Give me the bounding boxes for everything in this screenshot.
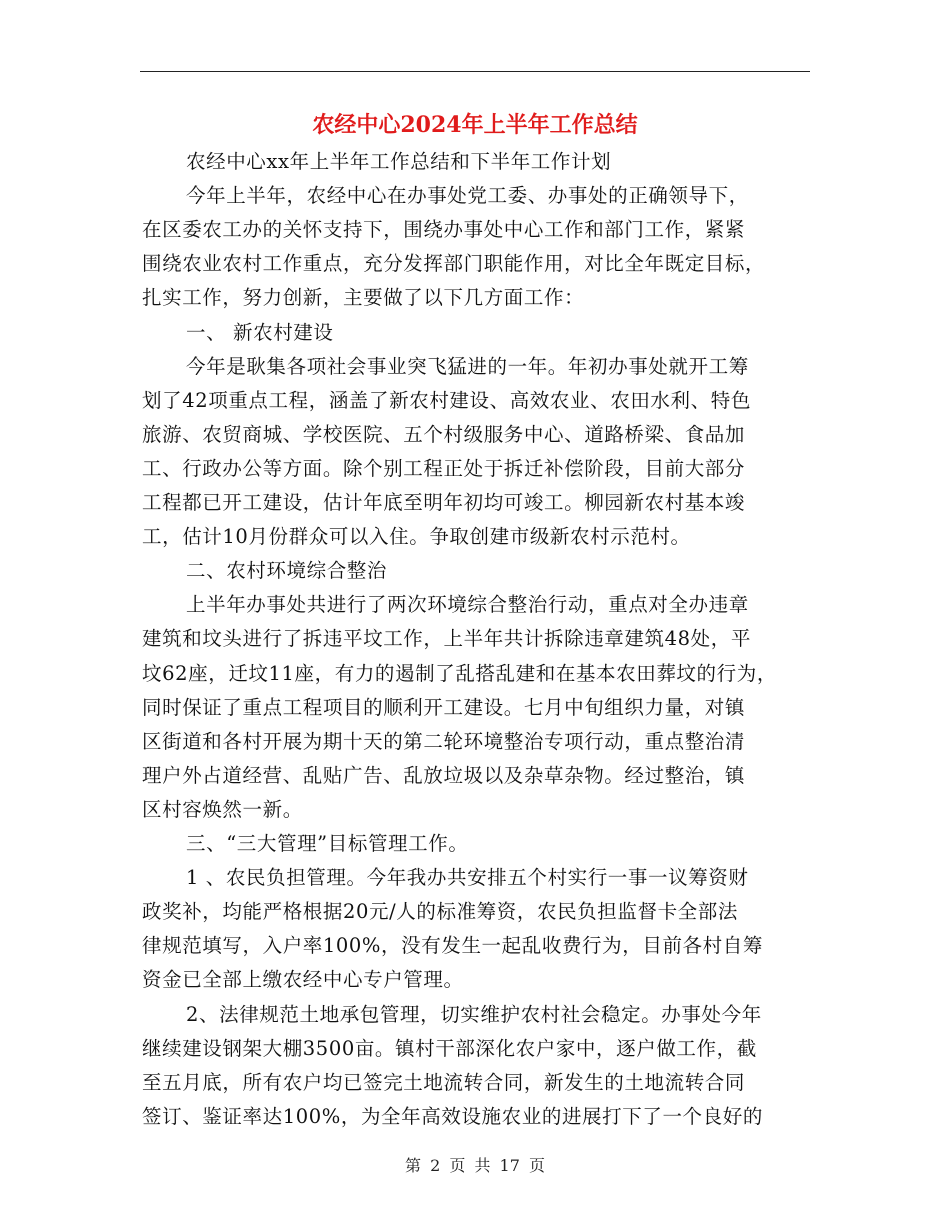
header-rule [140, 71, 810, 72]
body-line: 签订、鉴证率达100%，为全年高效设施农业的进展打下了一个良好的 [142, 1104, 763, 1128]
body-line: 划了42项重点工程，涵盖了新农村建设、高效农业、农田水利、特色 [142, 388, 751, 412]
body-line: 工，估计10月份群众可以入住。争取创建市级新农村示范村。 [142, 525, 691, 549]
body-line: 二、农村环境综合整治 [186, 559, 388, 583]
body-line: 1 、农民负担管理。今年我办共安排五个村实行一事一议筹资财 [186, 866, 749, 890]
body-line: 工、行政办公等方面。除个别工程正处于拆迁补偿阶段，目前大部分 [142, 456, 746, 480]
body-line: 上半年办事处共进行了两次环境综合整治行动，重点对全办违章 [186, 593, 749, 617]
body-line: 今年是耿集各项社会事业突飞猛进的一年。年初办事处就开工筹 [186, 354, 749, 378]
body-line: 同时保证了重点工程项目的顺利开工建设。七月中旬组织力量，对镇 [142, 695, 746, 719]
body-line: 坟62座，迁坟11座，有力的遏制了乱搭乱建和在基本农田葬坟的行为， [142, 661, 777, 685]
body-line: 资金已全部上缴农经中心专户管理。 [142, 968, 464, 992]
page-footer: 第 2 页 共 17 页 [405, 1156, 545, 1175]
body-line: 继续建设钢架大棚3500亩。镇村干部深化农户家中，逐户做工作，截 [142, 1036, 757, 1060]
body-line: 2、法律规范土地承包管理，切实维护农村社会稳定。办事处今年 [186, 1002, 762, 1026]
body-line: 扎实工作，努力创新，主要做了以下几方面工作： [142, 286, 585, 310]
body-line: 农经中心xx年上半年工作总结和下半年工作计划 [186, 150, 612, 173]
body-line: 旅游、农贸商城、学校医院、五个村级服务中心、道路桥梁、食品加 [142, 422, 746, 446]
body-line: 区街道和各村开展为期十天的第二轮环境整治专项行动，重点整治清 [142, 729, 746, 753]
body-line: 政奖补，均能严格根据20元/人的标准筹资，农民负担监督卡全部法 [142, 900, 738, 924]
body-line: 围绕农业农村工作重点，充分发挥部门职能作用，对比全年既定目标， [142, 252, 766, 276]
body-line: 今年上半年，农经中心在办事处党工委、办事处的正确领导下， [186, 184, 749, 208]
body-line: 工程都已开工建设，估计年底至明年初均可竣工。柳园新农村基本竣 [142, 491, 746, 514]
body-line: 在区委农工办的关怀支持下，围绕办事处中心工作和部门工作，紧紧 [142, 218, 746, 242]
body-line: 三、“三大管理”目标管理工作。 [186, 832, 469, 855]
body-line: 区村容焕然一新。 [142, 797, 303, 821]
body-line: 建筑和坟头进行了拆违平坟工作，上半年共计拆除违章建筑48处，平 [142, 627, 751, 651]
body-line: 律规范填写，入户率100%，没有发生一起乱收费行为，目前各村自筹 [142, 934, 763, 958]
body-line: 理户外占道经营、乱贴广告、乱放垃圾以及杂草杂物。经过整治，镇 [142, 763, 746, 787]
document-title: 农经中心2024年上半年工作总结 [312, 112, 638, 138]
body-line: 一、 新农村建设 [186, 320, 334, 344]
body-line: 至五月底，所有农户均已签完土地流转合同，新发生的土地流转合同 [142, 1070, 746, 1094]
